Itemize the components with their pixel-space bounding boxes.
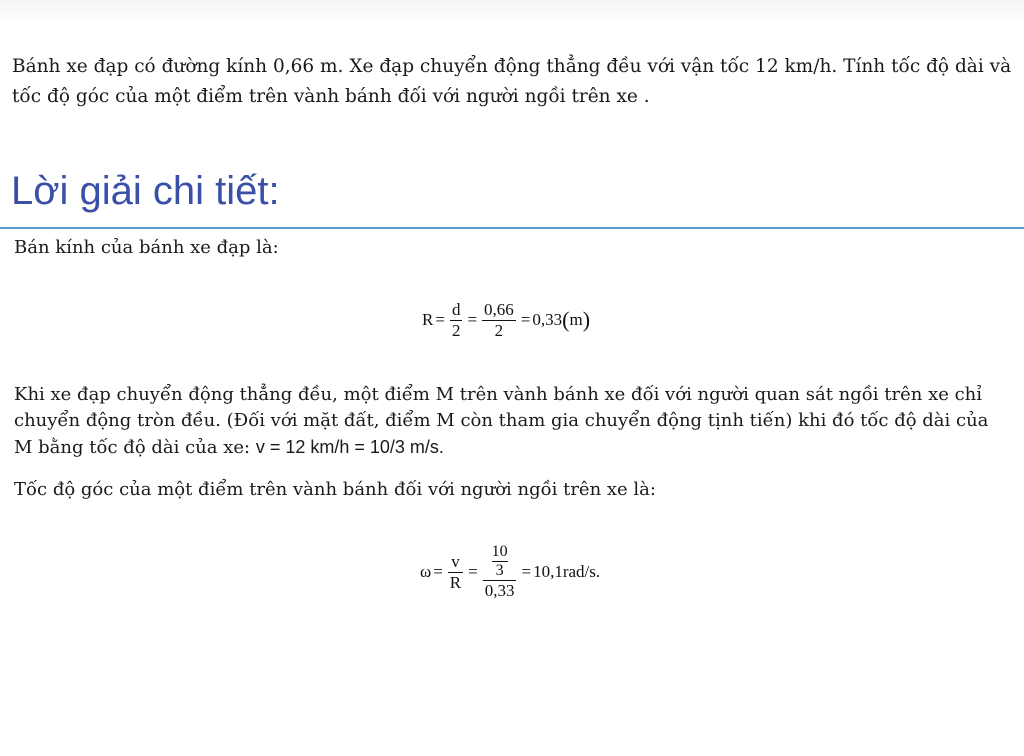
equals-sign: = xyxy=(520,310,531,329)
inner-numerator: 10 xyxy=(491,543,508,560)
fraction-value xyxy=(482,300,516,341)
formula-unit: m xyxy=(569,310,583,329)
formula-symbol-omega: ω xyxy=(420,562,432,581)
numerator: 0,66 xyxy=(484,299,514,319)
formula-result: 0,33 xyxy=(532,310,563,329)
denominator: 0,33 xyxy=(484,581,515,600)
heading-divider xyxy=(0,227,1024,229)
paren-close: ) xyxy=(582,307,591,332)
solution-heading: Lời giải chi tiết: xyxy=(11,169,280,213)
denominator: 2 xyxy=(494,320,504,340)
explanation-line-3-text: M bằng tốc độ dài của xe: xyxy=(14,437,256,458)
denominator: 2 xyxy=(451,320,461,340)
explanation-line-3 xyxy=(14,434,988,461)
equals-sign: = xyxy=(467,310,478,329)
solution-paragraph-explanation xyxy=(14,382,988,461)
formula-result: 10,1rad/s. xyxy=(533,562,601,581)
equals-sign: = xyxy=(433,562,443,581)
inner-denominator: 3 xyxy=(495,562,504,579)
solution-paragraph-angular: Tốc độ góc của một điểm trên vành bánh đối với người ngồi trên xe là: xyxy=(14,479,656,500)
explanation-line-1: Khi xe đạp chuyển động thẳng đều, một điểm M trên vành bánh xe đối với người quan sát ngồi trên xe chỉ xyxy=(14,384,983,405)
fraction-v-over-r xyxy=(448,552,463,593)
radius-formula xyxy=(422,292,590,348)
inner-fraction xyxy=(488,543,512,580)
formula-symbol-r: R xyxy=(422,310,434,329)
numerator: v xyxy=(451,551,460,571)
equals-sign: = xyxy=(435,310,445,329)
equals-sign: = xyxy=(521,562,532,581)
equals-sign: = xyxy=(468,562,478,581)
paren-open: ( xyxy=(562,307,570,332)
question-text: Bánh xe đạp có đường kính 0,66 m. Xe đạp chuyển động thẳng đều với vận tốc 12 km/h. Tính tốc độ dài và tốc độ góc của một điểm trên vành bánh đối với người ngồi trên xe . xyxy=(12,56,1012,107)
velocity-value: v = 12 km/h = 10/3 m/s. xyxy=(255,437,444,457)
numerator: d xyxy=(451,299,461,319)
angular-speed-formula xyxy=(420,532,600,612)
compound-fraction xyxy=(483,543,517,601)
denominator: R xyxy=(449,572,462,592)
fraction-d-over-2 xyxy=(450,300,463,341)
solution-paragraph-radius: Bán kính của bánh xe đạp là: xyxy=(14,237,279,258)
explanation-line-2: chuyển động tròn đều. (Đối với mặt đất, điểm M còn tham gia chuyển động tịnh tiến) khi đó tốc độ dài của xyxy=(14,410,989,431)
top-bar xyxy=(0,0,1024,24)
